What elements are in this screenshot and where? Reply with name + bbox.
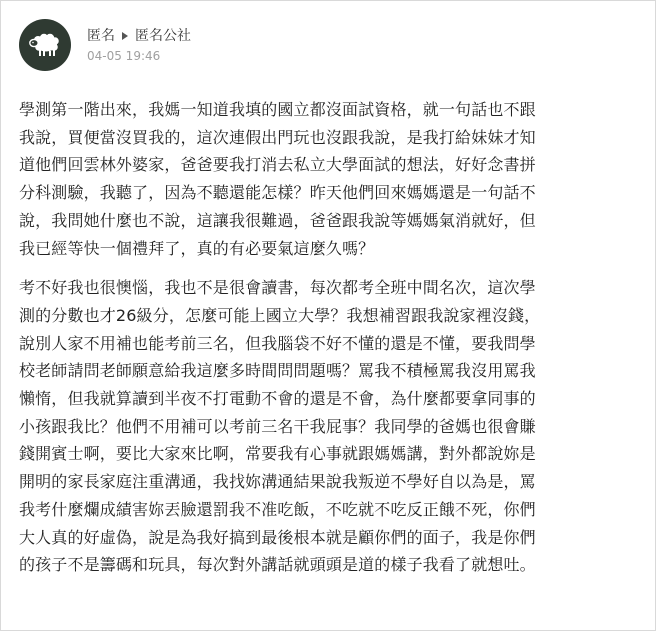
text-line: 分科測驗，我聽了，因為不聽還能怎樣？昨天他們回來媽媽還是一句話不 [19,183,536,203]
text-line: 道他們回雲林外婆家，爸爸要我打消去私立大學面試的想法，好好念書拼 [19,155,536,175]
text-line: 校老師請問老師願意給我這麼多時間問問題嗎？罵我不積極罵我沒用罵我 [19,361,536,381]
text-line: 錢開賓士啊，要比大家來比啊，常要我有心事就跟媽媽講，對外都說妳是 [19,444,536,464]
post-timestamp: 04-05 19:46 [87,49,161,63]
text-line: 開明的家長家庭注重溝通，我找妳溝通結果說我叛逆不學好自以為是，罵 [19,472,536,492]
text-line: 說別人家不用補也能考前三名，但我腦袋不好不懂的還是不懂，要我問學 [19,333,536,353]
author-name[interactable]: 匿名 [87,28,115,44]
paragraph-1 [19,96,644,262]
post-content [19,96,644,591]
author-meta [87,26,191,64]
avatar[interactable] [19,19,71,71]
board-link[interactable]: 匿名公社 [135,28,191,44]
arrow-right-icon [122,32,128,40]
text-line: 學測第一階出來，我媽一知道我填的國立都沒面試資格，就一句話也不跟 [19,100,536,119]
post-header [19,18,191,72]
text-line: 我考什麼爛成績害妳丟臉還罰我不准吃飯，不吃就不吃反正餓不死，你們 [19,499,536,519]
text-line: 的孩子不是籌碼和玩具，每次對外講話就頭頭是道的樣子我看了就想吐。 [19,555,536,575]
text-line: 大人真的好虛偽，說是為我好搞到最後根本就是顧你們的面子，我是你們 [19,527,536,547]
text-line: 考不好我也很懊惱，我也不是很會讀書，每次都考全班中間名次，這次學 [19,278,536,298]
text-line: 測的分數也才26級分，怎麼可能上國立大學？我想補習跟我說家裡沒錢， [19,305,541,325]
text-line: 小孩跟我比？他們不用補可以考前三名干我屁事？我同學的爸媽也很會賺 [19,416,536,436]
paragraph-2 [19,274,644,579]
text-line: 我說，買便當沒買我的，這次連假出門玩也沒跟我說，是我打給妹妹才知 [19,127,536,147]
sheep-icon [28,31,62,59]
author-line [87,26,191,46]
text-line: 懶惰，但我就算讀到半夜不打電動不會的還是不會，為什麼都要拿同事的 [19,389,536,409]
text-line: 我已經等快一個禮拜了，真的有必要氣這麼久嗎？ [19,238,375,258]
text-line: 說，我問她什麼也不說，這讓我很難過，爸爸跟我說等媽媽氣消就好，但 [19,210,536,230]
